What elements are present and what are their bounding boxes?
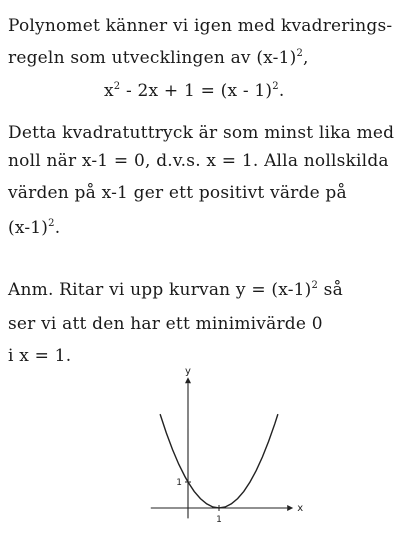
x-tick-label: 1 (216, 515, 222, 525)
superscript: 2 (311, 280, 319, 291)
text-span: x (104, 81, 114, 101)
text-line (8, 313, 323, 335)
y-tick-label: 1 (176, 478, 182, 488)
text-span: (x-1) (8, 218, 49, 238)
text-line (8, 122, 394, 144)
superscript: 2 (272, 81, 279, 92)
text-span: . (278, 81, 285, 101)
x-axis-label: x (297, 503, 304, 514)
y-axis-label: y (185, 366, 191, 378)
text-span: . (54, 218, 61, 238)
text-span: regeln som utvecklingen av (x-1) (8, 48, 297, 68)
text-span: värden på x-1 ger ett positivt värde på (8, 183, 347, 203)
text-span: ser vi att den har ett minimivärde 0 (8, 314, 323, 334)
x-axis-arrow-icon (287, 505, 293, 511)
text-span: så (318, 280, 343, 300)
text-line (8, 47, 309, 69)
text-span: - 2x + 1 = (x - 1) (120, 81, 273, 101)
text-line (8, 279, 343, 301)
superscript: 2 (296, 48, 304, 59)
text-span: Detta kvadratuttryck är som minst lika med (8, 123, 395, 143)
y-axis-arrow-icon (185, 377, 191, 383)
text-span: Anm. Ritar vi upp kurvan y = (x-1) (8, 280, 312, 300)
text-span: Polynomet känner vi igen med kvadrerings- (8, 16, 393, 36)
text-line (8, 15, 392, 37)
superscript: 2 (48, 218, 55, 229)
equation (104, 80, 284, 102)
text-line (8, 150, 389, 172)
text-span: noll när x-1 = 0, d.v.s. x = 1. Alla nollskilda (8, 151, 389, 171)
parabola-plot (0, 355, 420, 555)
text-line (8, 182, 347, 204)
superscript: 2 (113, 81, 121, 92)
text-span: , (303, 48, 309, 68)
parabola-curve (160, 414, 278, 508)
text-line (8, 217, 60, 239)
text-span: i x = 1. (8, 346, 72, 366)
